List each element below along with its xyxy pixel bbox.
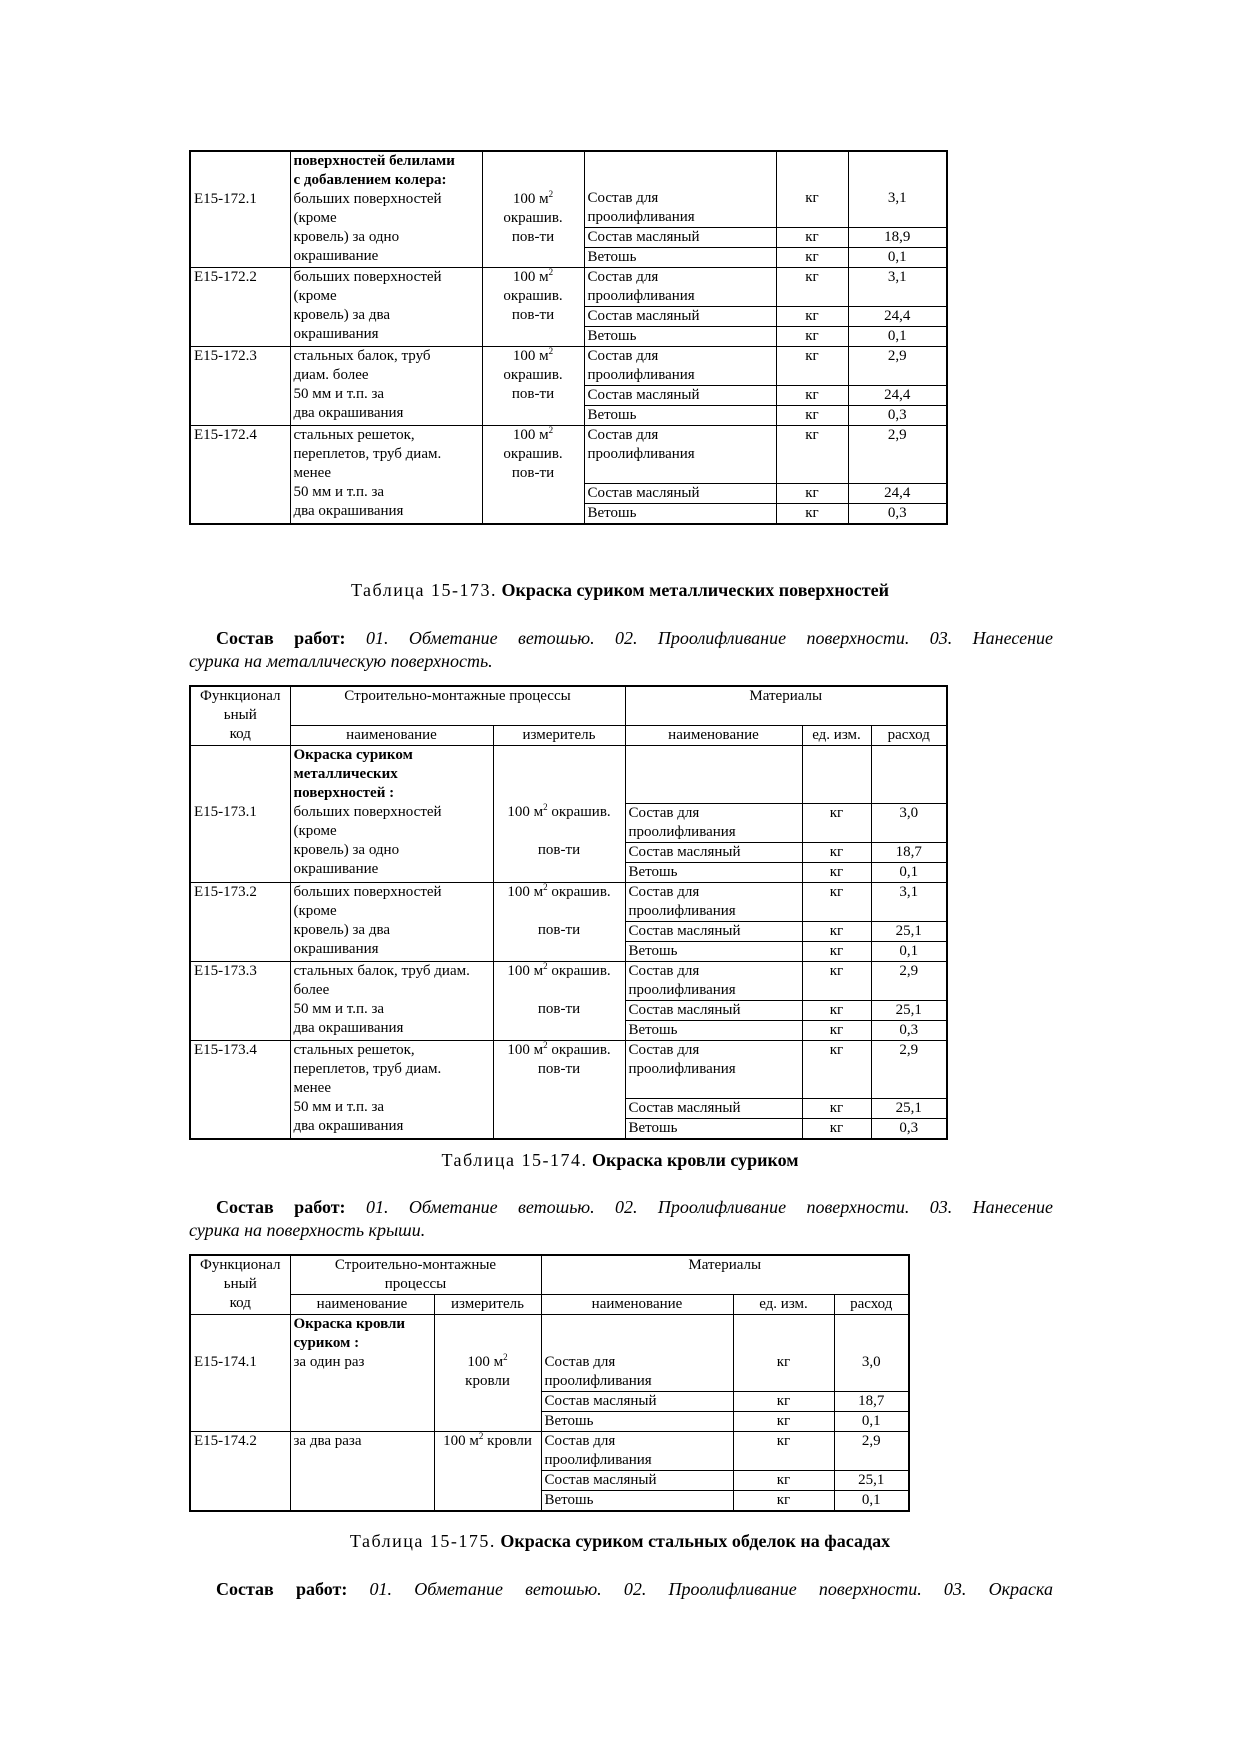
table-header-row: Функционал ьный код Строительно-монтажные процессы Материалы [190, 1255, 909, 1295]
work-composition-15-175: Состав работ: 01. Обметание ветошью. 02. Проолифливание поверхности. 03. Окраска [216, 1579, 1053, 1599]
table-row: Е15-173.4 стальных решеток, переплетов, труб диам. менее 50 мм и т.п. за два окрашивания 100 $м^2$ окрашив. пов-ти Состав для проолифливания кг 2,9 [190, 1041, 947, 1099]
table-caption-15-175: Таблица 15-175. Окраска суриком стальных обделок на фасадах [349, 1531, 891, 1551]
table-row: Е15-172.1 поверхностей белилами с добавлением колера: больших поверхностей (кроме кровель) за одно окрашивание 100 $м^2$ окрашив. пов-ти Состав для проолифливания кг 3,1 [190, 151, 947, 227]
table-header-row: Функционал ьный код Строительно-монтажные процессы Материалы [190, 686, 947, 726]
table-row: Е15-174.1 Окраска кровли суриком : за один раз 100 $м^2$ кровли Состав для проолифливания кг 3,0 [190, 1315, 909, 1392]
table-row: Е15-172.3 стальных балок, труб диам. более 50 мм и т.п. за два окрашивания 100 $м^2$ окрашив. пов-ти Состав для проолифливания кг 2,9 [190, 346, 947, 385]
table-row: Е15-173.2 больших поверхностей (кроме кровель) за два окрашивания 100 $м^2$ окрашив. пов-ти Состав для проолифливания кг 3,1 [190, 883, 947, 922]
table-row: Е15-172.2 больших поверхностей (кроме кровель) за два окрашивания 100 $м^2$ окрашив. пов-ти Состав для проолифливания кг 3,1 [190, 267, 947, 306]
section-title: поверхностей белилами [293, 153, 455, 169]
work-composition-15-174: Состав работ: 01. Обметание ветошью. 02. Проолифливание поверхности. 03. Нанесение сурика на поверхность крыши. [189, 1197, 1053, 1240]
row-code: Е15-172.1 [194, 191, 257, 207]
table-15-174: Функционал ьный код Строительно-монтажные процессы Материалы наименование измеритель наименование ед. изм. расход Е15-174.1 Окраска кровли суриком : за один раз 100 $м^2$ кровли Состав для проолифливания кг 3,0 Состав масляный кг 18,7 Ветошь кг 0,1 Е15-174.2 за два раза 100 $м^2$ кровли Состав для проолифливания кг 2,9 Состав масляный кг 25,1 Ветошь кг 0,1 [189, 1254, 910, 1512]
table-15-172: Е15-172.1 поверхностей белилами с добавлением колера: больших поверхностей (кроме кровель) за одно окрашивание 100 $м^2$ окрашив. пов-ти Состав для проолифливания кг 3,1 Состав масляный кг 18,9 Ветошь кг 0,1 Е15-172.2 больших поверхностей (кроме кровель) за два окрашивания 100 $м^2$ окрашив. пов-ти Состав для проолифливания кг 3,1 Состав масляный кг 24,4 Ветошь кг 0,1 Е15-172.3 стальных балок, труб диам. более 50 мм и т.п. за два окрашивания 100 $м^2$ окрашив. пов-ти Состав для проолифливания кг 2,9 Состав масляный кг 24,4 Ветошь кг 0,3 Е15-172.4 стальных решеток, переплетов, труб диам. менее 50 мм и т.п. за два окрашивания 100 $м^2$ окрашив. пов-ти Состав для проолифливания кг 2,9 Состав масляный кг 24,4 Ветошь кг 0,3 [189, 150, 948, 525]
table-row: Е15-174.2 за два раза 100 $м^2$ кровли Состав для проолифливания кг 2,9 [190, 1432, 909, 1471]
table-caption-15-173: Таблица 15-173. Окраска суриком металлических поверхностей [351, 580, 889, 600]
table-row: Е15-173.3 стальных балок, труб диам. более 50 мм и т.п. за два окрашивания 100 $м^2$ окрашив. пов-ти Состав для проолифливания кг 2,9 [190, 962, 947, 1001]
table-caption-15-174: Таблица 15-174. Окраска кровли суриком [441, 1150, 799, 1170]
work-composition-15-173: Состав работ: 01. Обметание ветошью. 02. Проолифливание поверхности. 03. Нанесение сурика на металлическую поверхность. [189, 628, 1053, 671]
table-row: Е15-173.1 Окраска суриком металлических поверхностей : больших поверхностей (кроме кровель) за одно окрашивание 100 $м^2$ окрашив. пов-ти [190, 746, 947, 804]
table-row: Е15-172.4 стальных решеток, переплетов, труб диам. менее 50 мм и т.п. за два окрашивания 100 $м^2$ окрашив. пов-ти Состав для проолифливания кг 2,9 [190, 425, 947, 483]
section-title: с добавлением колера: [293, 172, 447, 188]
table-15-173: Функционал ьный код Строительно-монтажные процессы Материалы наименование измеритель наименование ед. изм. расход Е15-173.1 Окраска суриком металлических поверхностей : больших поверхностей (кроме кровель) за одно окрашивание 100 $м^2$ окрашив. пов-ти Состав для проолифливания кг 3,0 Состав масляный кг 18,7 Ветошь кг 0,1 Е15-173.2 больших поверхностей (кроме кровель) за два окрашивания 100 $м^2$ окрашив. пов-ти Состав для проолифливания кг 3,1 Состав масляный кг 25,1 Ветошь кг 0,1 Е15-173.3 стальных балок, труб диам. более 50 мм и т.п. за два окрашивания 100 $м^2$ окрашив. пов-ти Состав для проолифливания кг 2,9 Состав масляный кг 25,1 Ветошь кг 0,3 Е15-173.4 стальных решеток, переплетов, труб диам. менее 50 мм и т.п. за два окрашивания 100 $м^2$ окрашив. пов-ти Состав для проолифливания кг 2,9 Состав масляный кг 25,1 Ветошь кг 0,3 [189, 685, 948, 1140]
